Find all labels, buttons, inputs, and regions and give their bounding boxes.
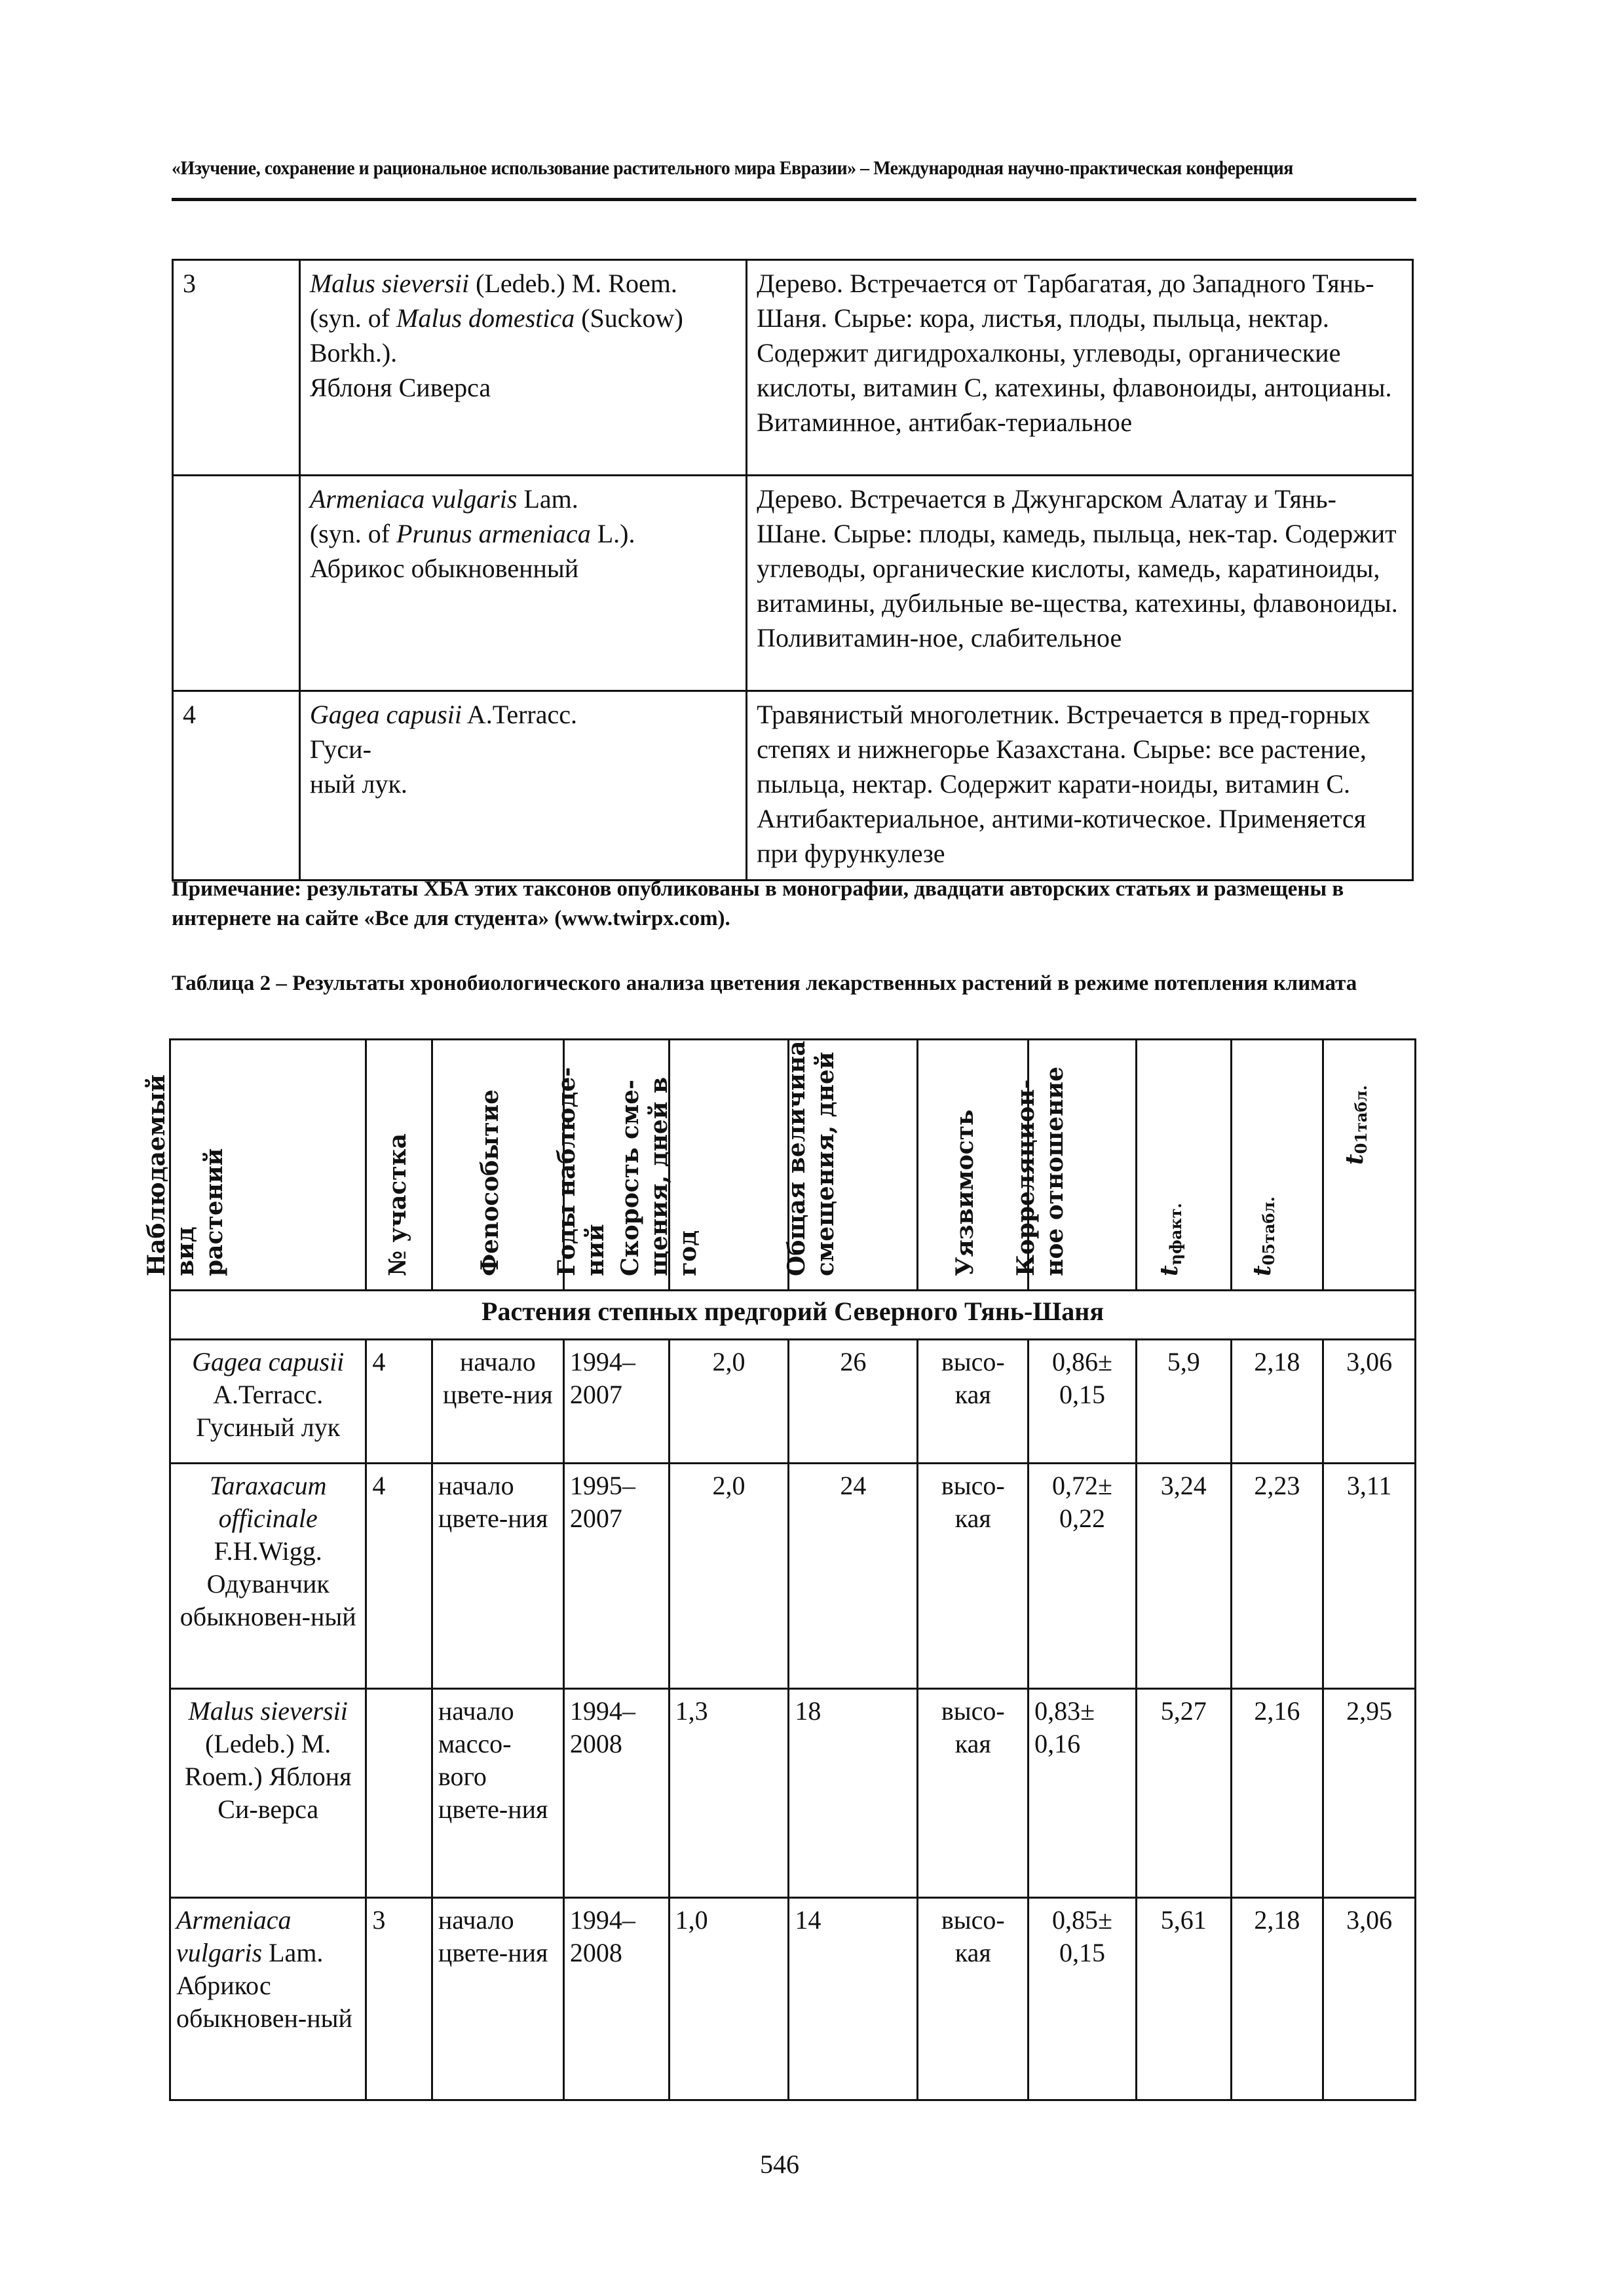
correlation-cell: 0,72± 0,22 <box>1029 1464 1137 1689</box>
section-title: Растения степных предгорий Северного Тянь-Шаня <box>170 1291 1416 1340</box>
col-header-correlation: Корреляцион- ное отношение <box>1029 1040 1137 1291</box>
row-number: 4 <box>173 691 300 881</box>
correlation-cell: 0,83± 0,16 <box>1029 1689 1137 1898</box>
col-header-t-01: $t_{01табл.}$ <box>1323 1040 1416 1291</box>
t-fact-cell: 3,24 <box>1136 1464 1231 1689</box>
table-row <box>173 260 1413 476</box>
correlation-cell: 0,85± 0,15 <box>1029 1898 1137 2100</box>
t-fact-cell: 5,9 <box>1136 1340 1231 1464</box>
vulnerability-cell: высо-кая <box>918 1689 1029 1898</box>
author: Lam. <box>517 484 578 514</box>
correlation-cell: 0,86± 0,15 <box>1029 1340 1137 1464</box>
species-name <box>299 476 746 691</box>
years-cell: 1994–2008 <box>563 1689 669 1898</box>
t-05-cell: 2,18 <box>1231 1898 1323 2100</box>
plot-cell: 3 <box>366 1898 432 2100</box>
plant-description-table <box>172 259 1414 881</box>
chronobiological-analysis-table <box>143 1038 1416 2101</box>
synonym-prefix: (syn. of <box>309 303 397 333</box>
plant-cell: Armeniaca vulgaris Lam. Абрикос обыкновен-ный <box>170 1898 366 2100</box>
plant-cell: Taraxacum officinale F.H.Wigg. Одуванчик обыкновен-ный <box>170 1464 366 1689</box>
total-shift-cell: 24 <box>789 1464 918 1689</box>
species-name <box>299 691 746 881</box>
header-rule <box>172 198 1416 201</box>
t-01-cell: 3,11 <box>1323 1464 1416 1689</box>
total-shift-cell: 18 <box>789 1689 918 1898</box>
plant-cell: Gagea capusii A.Terracc. Гусиный лук <box>170 1340 366 1464</box>
table-row <box>170 1898 1416 2100</box>
species-name <box>299 260 746 476</box>
event-cell: начало цвете-ния <box>432 1340 563 1464</box>
latin-name: Malus sieversii <box>309 269 470 298</box>
years-cell: 1994–2008 <box>563 1898 669 2100</box>
author: (Ledeb.) M. Roem. <box>469 269 677 298</box>
row-number <box>173 476 300 691</box>
col-header-phenoevent: Феnособытие <box>432 1040 563 1291</box>
event-cell: начало цвете-ния <box>432 1464 563 1689</box>
t-05-cell: 2,18 <box>1231 1340 1323 1464</box>
russian-name: Яблоня Сиверса <box>309 373 491 402</box>
table-row <box>173 691 1413 881</box>
table-row <box>170 1689 1416 1898</box>
col-header-plot: № участка <box>366 1040 432 1291</box>
synonym-suffix: L.). <box>590 519 635 548</box>
synonym-latin: Prunus armeniaca <box>396 519 591 548</box>
col-header-vulnerability: Уязвимость <box>918 1040 1029 1291</box>
total-shift-cell: 26 <box>789 1340 918 1464</box>
section-header-row <box>170 1291 1416 1340</box>
plant-cell: Malus sieversii (Ledeb.) M. Roem.) Яблоня Си-верса <box>170 1689 366 1898</box>
synonym-prefix: (syn. of <box>309 519 397 548</box>
table-caption: Таблица 2 – Результаты хронобиологического анализа цветения лекарственных растений в режиме потепления климата <box>172 972 1357 995</box>
rate-cell: 2,0 <box>669 1340 789 1464</box>
russian-name-part2: ный лук. <box>309 769 407 799</box>
vulnerability-cell: высо-кая <box>918 1340 1029 1464</box>
rate-cell: 1,0 <box>669 1898 789 2100</box>
russian-name-part1: Гуси- <box>309 734 371 764</box>
vulnerability-cell: высо-кая <box>918 1898 1029 2100</box>
rate-cell: 2,0 <box>669 1464 789 1689</box>
t-01-cell: 3,06 <box>1323 1898 1416 2100</box>
latin-name: Gagea capusii <box>309 700 463 729</box>
synonym-suffix: (Suckow) Borkh.). <box>309 303 683 368</box>
author: A.Terracc. <box>462 700 577 729</box>
table-note: Примечание: результаты ХБА этих таксонов опубликованы в монографии, двадцати авторских статьях и размещены в интернете на сайте «Все для студента» (www.twirpx.com). <box>172 877 1344 930</box>
col-header-t-fact: $t_{\eta факт.}$ <box>1136 1040 1231 1291</box>
plot-cell: 4 <box>366 1340 432 1464</box>
page-number: 546 <box>760 2150 799 2179</box>
t-05-cell: 2,23 <box>1231 1464 1323 1689</box>
col-header-shift-rate: Скорость сме- щения, дней в год <box>669 1040 789 1291</box>
table-row <box>173 476 1413 691</box>
years-cell: 1994–2007 <box>563 1340 669 1464</box>
years-cell: 1995–2007 <box>563 1464 669 1689</box>
vulnerability-cell: высо-кая <box>918 1464 1029 1689</box>
t-fact-cell: 5,27 <box>1136 1689 1231 1898</box>
row-number: 3 <box>173 260 300 476</box>
event-cell: начало массо-вого цвете-ния <box>432 1689 563 1898</box>
russian-name: Абрикос обыкновенный <box>309 554 579 583</box>
header-row <box>170 1040 1416 1291</box>
col-header-t-05: $t_{05табл.}$ <box>1231 1040 1323 1291</box>
event-cell: начало цвете-ния <box>432 1898 563 2100</box>
species-description: Травянистый многолетник. Встречается в пред-горных степях и нижнегорье Казахстана. Сырье: все растение, пыльца, нектар. Содержит карати-ноиды, витамин С. Антибактериальное, антими-котическое. Применяется при фурункулезе <box>747 691 1413 881</box>
col-header-years: Годы наблюде- ний <box>563 1040 669 1291</box>
latin-name: Armeniaca vulgaris <box>309 484 518 514</box>
t-01-cell: 3,06 <box>1323 1340 1416 1464</box>
plot-cell <box>366 1689 432 1898</box>
species-description: Дерево. Встречается от Тарбагатая, до Западного Тянь-Шаня. Сырье: кора, листья, плоды, пыльца, нектар. Содержит дигидрохалконы, углеводы, органические кислоты, витамин С, катехины, флавоноиды, антоцианы. Витаминное, антибак-териальное <box>747 260 1413 476</box>
rate-cell: 1,3 <box>669 1689 789 1898</box>
col-header-species: Наблюдаемый вид растений <box>170 1040 366 1291</box>
species-description: Дерево. Встречается в Джунгарском Алатау и Тянь-Шане. Сырье: плоды, камедь, пыльца, нек-тар. Содержит углеводы, органические кислоты, камедь, каратиноиды, витамины, дубильные ве-щества, катехины, флавоноиды. Поливитамин-ное, слабительное <box>747 476 1413 691</box>
plot-cell: 4 <box>366 1464 432 1689</box>
t-fact-cell: 5,61 <box>1136 1898 1231 2100</box>
running-header: «Изучение, сохранение и рациональное использование растительного мира Евразии» – Международная научно-практическая конференция <box>172 157 1293 179</box>
table-row <box>170 1340 1416 1464</box>
synonym-latin: Malus domestica <box>396 303 575 333</box>
total-shift-cell: 14 <box>789 1898 918 2100</box>
col-header-total-shift: Общая величина смещения, дней <box>789 1040 918 1291</box>
t-01-cell: 2,95 <box>1323 1689 1416 1898</box>
t-05-cell: 2,16 <box>1231 1689 1323 1898</box>
table-row <box>170 1464 1416 1689</box>
